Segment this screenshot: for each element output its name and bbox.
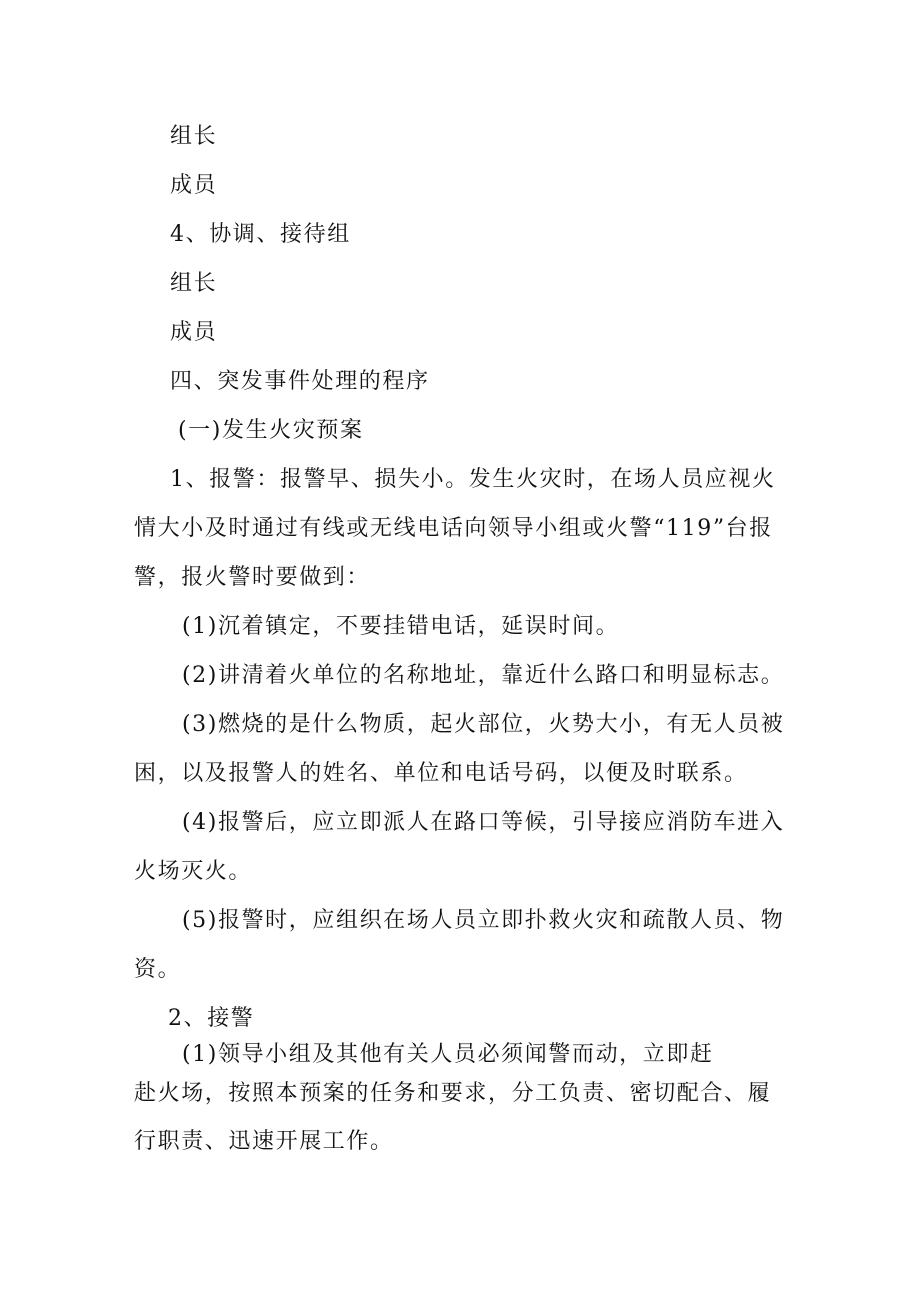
text-line: 警，报火警时要做到：	[134, 565, 371, 590]
text-line: 资。	[134, 957, 182, 982]
text-line: (1)沉着镇定，不要挂错电话，延误时间。	[182, 614, 620, 639]
text-line: (4)报警后，应立即派人在路口等候，引导接应消防车进入	[182, 810, 785, 835]
text-line: 成员	[170, 173, 218, 198]
subsection-heading: 2、接警	[168, 1006, 255, 1031]
text-line: 困，以及报警人的姓名、单位和电话号码，以便及时联系。	[134, 761, 748, 786]
text-line: (3)燃烧的是什么物质，起火部位，火势大小，有无人员被	[182, 712, 785, 737]
text-line: 1、报警：报警早、损失小。发生火灾时，在场人员应视火	[170, 467, 776, 492]
text-line: (2)讲清着火单位的名称地址，靠近什么路口和明显标志。	[182, 663, 785, 688]
text-line: (1)领导小组及其他有关人员必须闻警而动，立即赶	[182, 1042, 714, 1067]
text-line: 成员	[170, 320, 218, 345]
text-line: (5)报警时，应组织在场人员立即扑救火灾和疏散人员、物	[182, 908, 785, 933]
text-line: 组长	[170, 124, 218, 149]
subsection-heading: (一)发生火灾预案	[178, 418, 364, 443]
text-line: 火场灭火。	[134, 859, 253, 884]
text-line: 行职责、迅速开展工作。	[134, 1129, 394, 1154]
text-line: 赴火场，按照本预案的任务和要求，分工负责、密切配合、履	[134, 1081, 772, 1106]
text-line: 组长	[170, 271, 218, 296]
text-line: 情大小及时通过有线或无线电话向领导小组或火警“119”台报	[134, 516, 773, 541]
section-heading: 四、突发事件处理的程序	[170, 369, 430, 394]
text-line: 4、协调、接待组	[170, 222, 351, 247]
